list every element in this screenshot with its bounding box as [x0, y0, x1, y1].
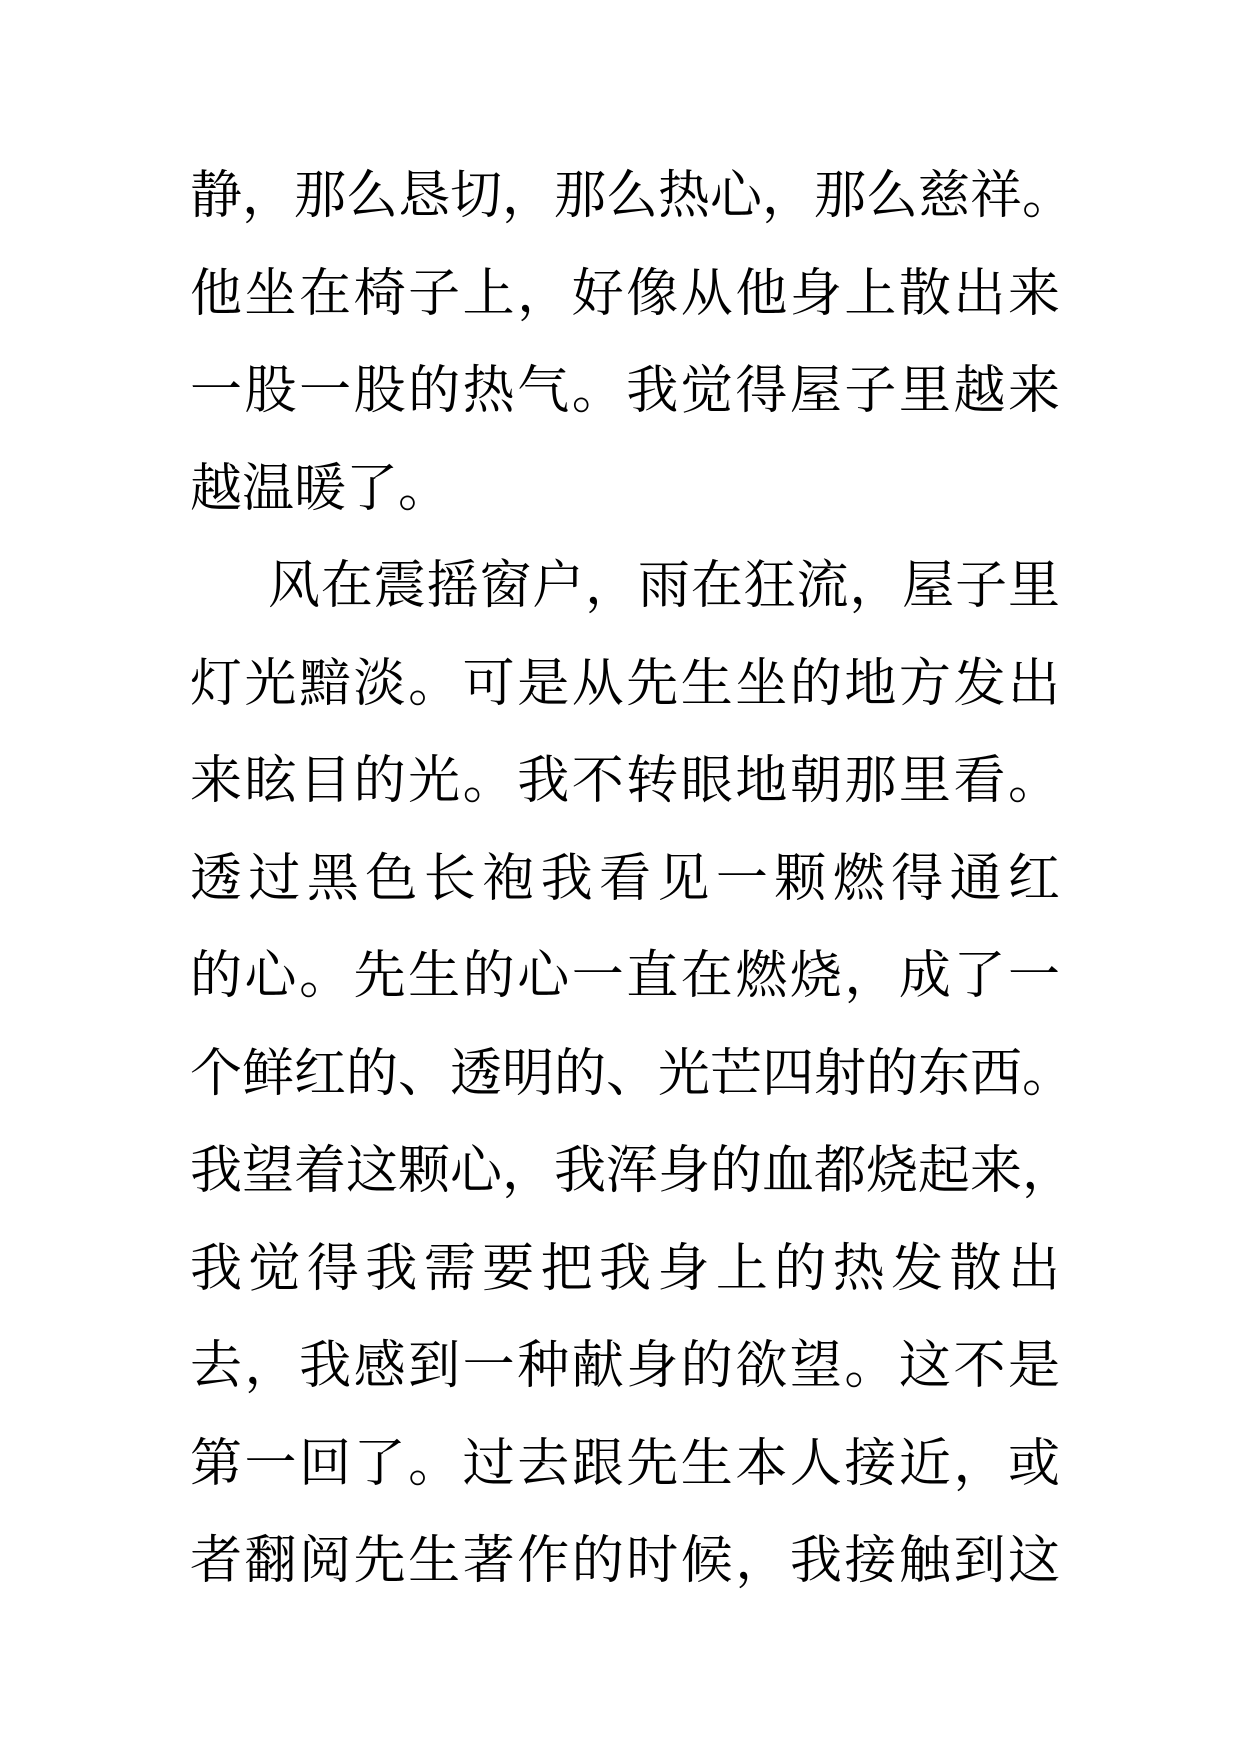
text-line: 个鲜红的、透明的、光芒四射的东西。 [190, 1043, 1075, 1104]
text-line: 越温暖了。 [190, 458, 451, 519]
text-line: 来眩目的光。我不转眼地朝那里看。 [190, 751, 1060, 811]
text-line: 透过黑色长袍我看见一颗燃得通红 [190, 848, 1060, 909]
text-line: 灯光黯淡。可是从先生坐的地方发出 [190, 653, 1060, 714]
text-line: 第一回了。过去跟先生本人接近，或 [190, 1433, 1060, 1494]
paragraph-start-line: 风在震摇窗户，雨在狂流，屋子里 [268, 556, 1060, 616]
text-line: 我望着这颗心，我浑身的血都烧起来， [190, 1141, 1075, 1201]
text-line: 的心。先生的心一直在燃烧，成了一 [190, 946, 1060, 1006]
body-text [190, 160, 1075, 1623]
text-line: 者翻阅先生著作的时候，我接触到这 [190, 1531, 1060, 1591]
text-line: 静，那么恳切，那么热心，那么慈祥。 [190, 166, 1075, 226]
text-line: 我觉得我需要把我身上的热发散出 [190, 1238, 1060, 1299]
text-line: 一股一股的热气。我觉得屋子里越来 [190, 361, 1060, 421]
text-line: 去，我感到一种献身的欲望。这不是 [190, 1336, 1060, 1396]
text-line: 他坐在椅子上，好像从他身上散出来 [190, 263, 1060, 324]
